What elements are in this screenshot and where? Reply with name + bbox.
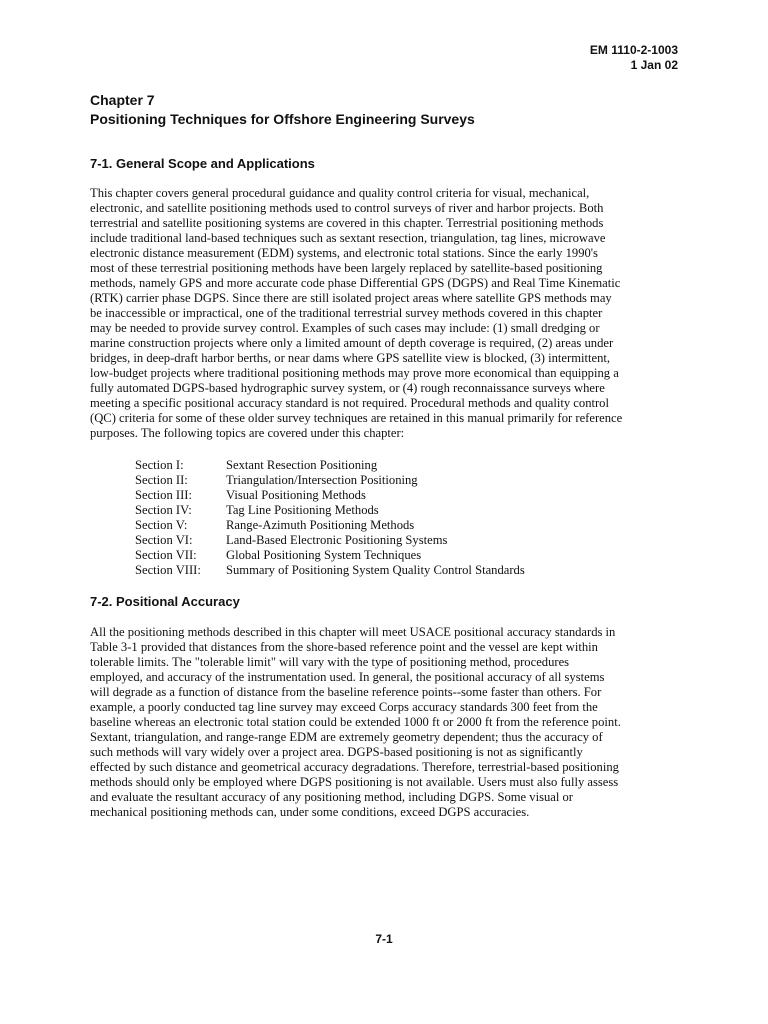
paragraph-line: include traditional land-based techniques such as sextant resection, triangulation, tag lines, microwave <box>90 231 606 245</box>
chapter-title: Positioning Techniques for Offshore Engineering Surveys <box>90 111 475 127</box>
section-list-item <box>135 503 525 518</box>
section-list-item <box>135 518 525 533</box>
paragraph-line: may be needed to provide survey control. Examples of such cases may include: (1) small dredging or <box>90 321 600 335</box>
paragraph-line: All the positioning methods described in this chapter will meet USACE positional accuracy standards in <box>90 625 616 639</box>
paragraph-line: fully automated DGPS-based hydrographic survey system, or (4) rough reconnaissance surveys where <box>90 381 605 395</box>
section-list-item <box>135 473 525 488</box>
paragraph-line: such methods will vary widely over a project area. DGPS-based positioning is not as significantly <box>90 745 583 759</box>
paragraph-line: methods should only be employed where DGPS positioning is not available. Users must also fully assess <box>90 775 619 789</box>
section-list-item <box>135 458 525 473</box>
paragraph-line: be inaccessible or impractical, one of the traditional terrestrial survey methods covered in this chapter <box>90 306 603 320</box>
paragraph-line: methods, namely GPS and more accurate code phase Differential GPS (DGPS) and Real Time Kinematic <box>90 276 621 290</box>
paragraph-line: example, a poorly conducted tag line survey may exceed Corps accuracy standards 300 feet from the <box>90 700 598 714</box>
paragraph-line: (RTK) carrier phase DGPS. Since there are still isolated project areas where satellite GPS methods may <box>90 291 612 305</box>
section-title: Triangulation/Intersection Positioning <box>226 473 418 487</box>
paragraph-line: tolerable limits. The "tolerable limit" will vary with the type of positioning method, procedures <box>90 655 570 669</box>
section-number: Section III: <box>135 488 193 502</box>
section-list-item <box>135 488 525 503</box>
section-title: Tag Line Positioning Methods <box>226 503 379 517</box>
section-title: Visual Positioning Methods <box>226 488 366 502</box>
paragraph-line: This chapter covers general procedural guidance and quality control criteria for visual, mechanical, <box>90 186 590 200</box>
section-7-2-paragraph <box>90 625 682 820</box>
section-number: Section V: <box>135 518 188 532</box>
paragraph-line: electronic, and satellite positioning methods used to control surveys of river and harbor projects. Both <box>90 201 604 215</box>
paragraph-line: bridges, in deep-draft harbor berths, or near dams where GPS satellite view is blocked, (3) intermittent, <box>90 351 611 365</box>
paragraph-line: will degrade as a function of distance from the baseline reference points--some faster than others. For <box>90 685 602 699</box>
section-list-item <box>135 533 525 548</box>
paragraph-line: effected by such distance and geometrical accuracy degradations. Therefore, terrestrial-based positioning <box>90 760 619 774</box>
paragraph-line: Table 3-1 provided that distances from the shore-based reference point and the vessel are kept within <box>90 640 598 654</box>
section-title: Global Positioning System Techniques <box>226 548 422 562</box>
paragraph-line: purposes. The following topics are covered under this chapter: <box>90 426 405 440</box>
paragraph-line: low-budget projects where traditional positioning methods may prove more economical than equipping a <box>90 366 619 380</box>
section-7-1-paragraph <box>90 186 682 441</box>
document-header <box>590 43 678 73</box>
section-number: Section VI: <box>135 533 193 547</box>
section-number: Section IV: <box>135 503 192 517</box>
paragraph-line: (QC) criteria for some of these older survey techniques are retained in this manual primarily for reference <box>90 411 623 425</box>
chapter-title-block <box>90 91 475 129</box>
chapter-sections-list <box>135 458 525 578</box>
section-title: Range-Azimuth Positioning Methods <box>226 518 415 532</box>
section-title: Land-Based Electronic Positioning Systems <box>226 533 448 547</box>
document-number: EM 1110-2-1003 <box>589 43 678 57</box>
chapter-number: Chapter 7 <box>90 92 155 108</box>
section-title: Summary of Positioning System Quality Control Standards <box>226 563 525 577</box>
section-title: Sextant Resection Positioning <box>226 458 378 472</box>
paragraph-line: and evaluate the resultant accuracy of any positioning method, including DGPS. Some visual or <box>90 790 574 804</box>
section-list-item <box>135 548 525 563</box>
paragraph-line: mechanical positioning methods can, under some conditions, exceed DGPS accuracies. <box>90 805 530 819</box>
section-heading-7-1: 7-1. General Scope and Applications <box>90 156 315 171</box>
section-list-item <box>135 563 525 578</box>
section-number: Section I: <box>135 458 184 472</box>
section-number: Section VII: <box>135 548 197 562</box>
section-number: Section II: <box>135 473 188 487</box>
paragraph-line: baseline whereas an electronic total station could be extended 1000 ft or 2000 ft from the reference point. <box>90 715 621 729</box>
paragraph-line: Sextant, triangulation, and range-range EDM are extremely geometry dependent; thus the accuracy of <box>90 730 603 744</box>
page-number: 7-1 <box>375 932 393 946</box>
paragraph-line: electronic distance measurement (EDM) systems, and electronic total stations. Since the early 1990's <box>90 246 598 260</box>
paragraph-line: employed, and accuracy of the instrumentation used. In general, the positional accuracy of all systems <box>90 670 605 684</box>
section-heading-7-2: 7-2. Positional Accuracy <box>90 594 240 609</box>
paragraph-line: terrestrial and satellite positioning systems are covered in this chapter. Terrestrial positioning methods <box>90 216 604 230</box>
document-date: 1 Jan 02 <box>630 58 678 72</box>
paragraph-line: meeting a specific positional accuracy standard is not required. Procedural methods and quality control <box>90 396 609 410</box>
section-number: Section VIII: <box>135 563 201 577</box>
paragraph-line: marine construction projects where only a limited amount of depth coverage is required, (2) areas under <box>90 336 614 350</box>
paragraph-line: most of these terrestrial positioning methods have been largely replaced by satellite-based positioning <box>90 261 603 275</box>
